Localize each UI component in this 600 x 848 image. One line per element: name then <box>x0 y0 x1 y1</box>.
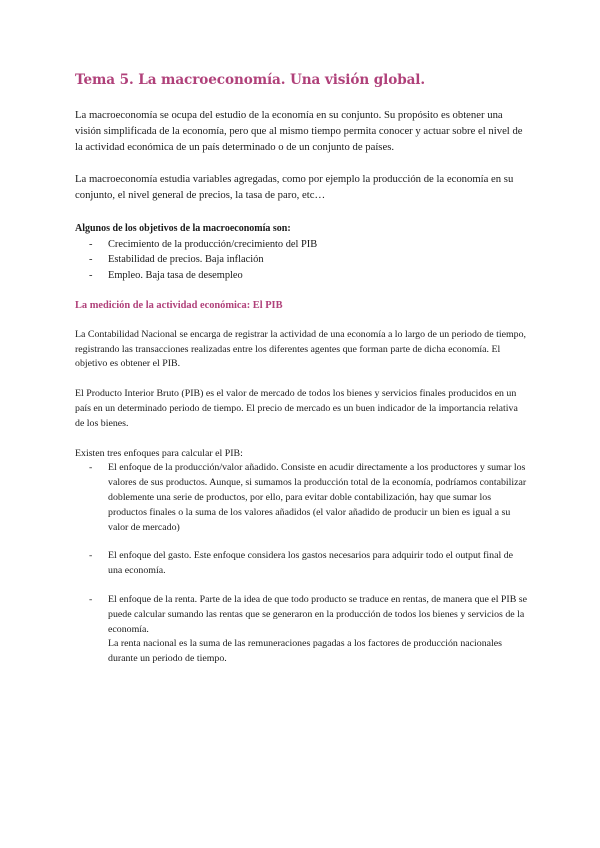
section-paragraph-2: El Producto Interior Bruto (PIB) es el valor de mercado de todos los bienes y servicios finales producidos en un país en un determinado periodo de tiempo. El precio de mercado es un buen indicador de la importancia relativa de los bienes. <box>75 388 518 429</box>
section-paragraph-1: La Contabilidad Nacional se encarga de registrar la actividad de una economía a lo largo de un periodo de tiempo, registrando las transacciones realizadas entre los diferentes agentes que forman parte de dicha economía. El objetivo es obtener el PIB. <box>75 328 526 370</box>
approach-text: El enfoque del gasto. Este enfoque considera los gastos necesarios para adquirir todo el output final de una economía. <box>108 550 514 577</box>
dash-bullet: - <box>89 462 93 474</box>
list-item <box>75 252 527 267</box>
list-item <box>75 268 527 283</box>
approach-text: El enfoque de la renta. Parte de la idea de que todo producto se traduce en rentas, de manera que el PIB se puede calcular sumando las rentas que se generaron en la producción de todos los bienes y servicios de la economía. <box>108 593 527 635</box>
objectives-heading: Algunos de los objetivos de la macroeconomía son: <box>75 222 291 234</box>
page-title: Tema 5. La macroeconomía. Una visión global. <box>75 72 425 88</box>
document-content <box>75 72 527 667</box>
section-paragraph-3: Existen tres enfoques para calcular el PIB: <box>75 447 243 459</box>
approach-text: El enfoque de la producción/valor añadido. Consiste en acudir directamente a los productores y sumar los valores de sus productos. Aunque, si sumamos la producción total de la economía, podríamos contabilizar doblemente una serie de productos, por ello, para evitar doble contabilización, hay que sumar los productos finales o la suma de los valores añadidos (el valor añadido de producir un bien es igual a su valor de mercado) <box>108 462 527 533</box>
list-item <box>75 461 527 535</box>
list-item <box>75 237 527 252</box>
dash-bullet: - <box>89 254 93 266</box>
dash-bullet: - <box>89 238 93 250</box>
objective-text: Crecimiento de la producción/crecimiento del PIB <box>108 238 318 250</box>
objective-text: Estabilidad de precios. Baja inflación <box>108 254 264 266</box>
list-item <box>75 593 527 667</box>
list-item <box>75 549 527 579</box>
objectives-list <box>75 237 527 283</box>
dash-bullet: - <box>89 550 93 562</box>
section-body <box>75 328 527 667</box>
objective-text: Empleo. Baja tasa de desempleo <box>108 269 243 281</box>
approaches-list <box>75 461 527 667</box>
intro-paragraph-1: La macroeconomía se ocupa del estudio de la economía en su conjunto. Su propósito es obtener una visión simplificada de la economía, pero que al mismo tiempo permita conocer y actuar sobre el nivel de la actividad económica de un país determinado o de un conjunto de países. <box>75 109 523 153</box>
section-heading: La medición de la actividad económica: El PIB <box>75 300 283 311</box>
dash-bullet: - <box>89 593 93 605</box>
dash-bullet: - <box>89 269 93 281</box>
intro-paragraph-2: La macroeconomía estudia variables agregadas, como por ejemplo la producción de la economía en su conjunto, el nivel general de precios, la tasa de paro, etc… <box>75 173 514 202</box>
approach-extra-text: La renta nacional es la suma de las remuneraciones pagadas a los factores de producción nacionales durante un periodo de tiempo. <box>108 638 503 665</box>
